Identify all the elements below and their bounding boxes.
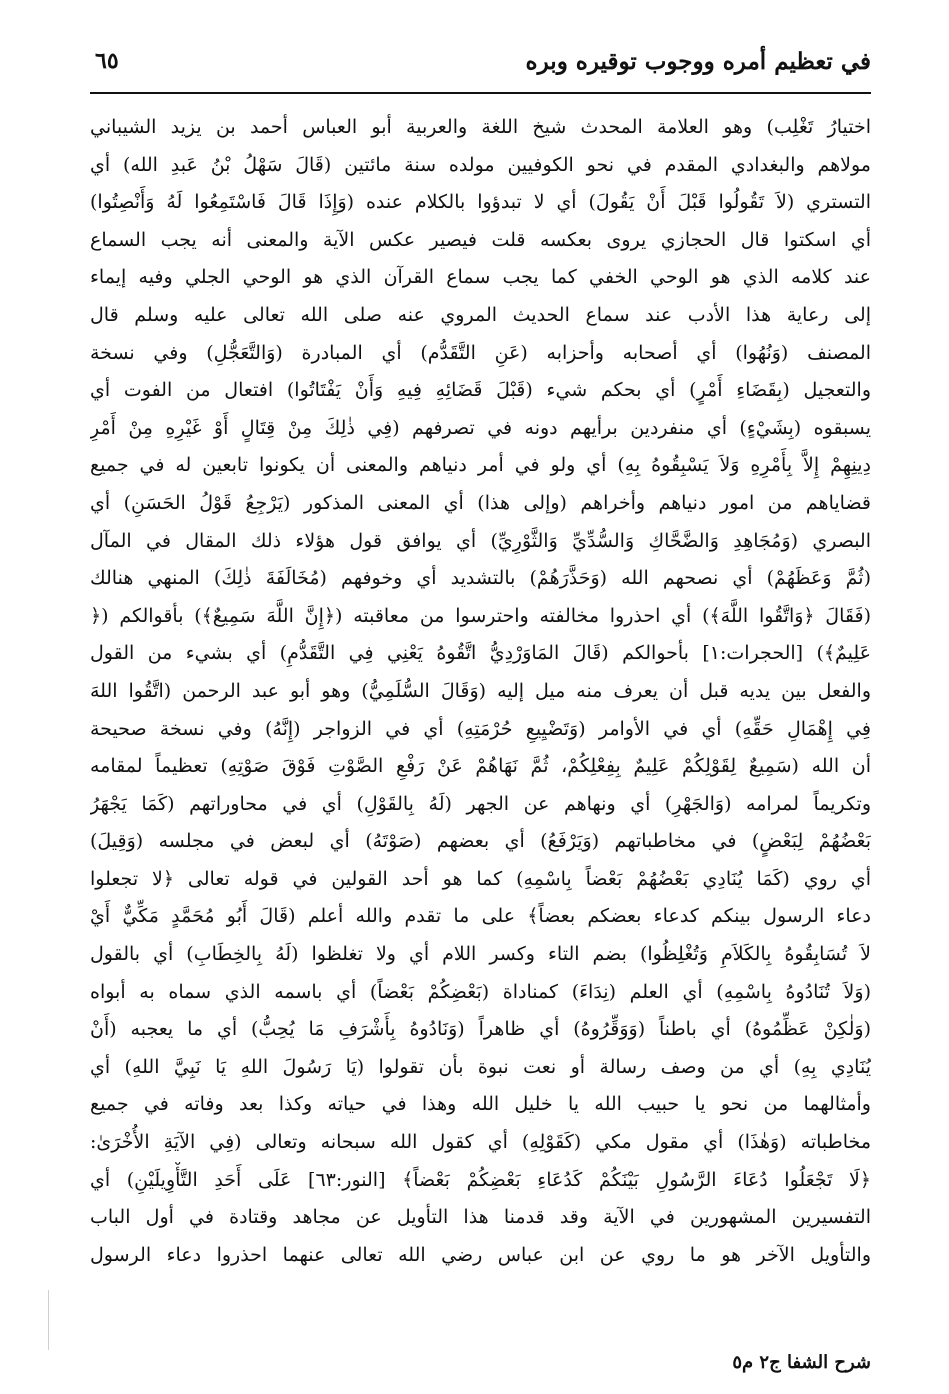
signature-footer: شرح الشفا ج٢ م٥ xyxy=(732,1352,871,1373)
text-line: وأمثالهما من نحو يا حبيب الله يا خليل الله وهذا في حياته وكذا بعد وفاته في جميع xyxy=(90,1093,871,1116)
header-divider xyxy=(90,92,871,94)
text-line: البصري (وَمُجَاهِدِ وَالضَّحَّاكِ وَالسُّدِّيِّ وَالثَّوْرِيِّ) أي يوافق قول هؤلاء ذلك المقال في المآل xyxy=(90,529,871,552)
text-line: بَعْضُهُمْ لِبَعْضٍ) في مخاطباتهم (وَيَرْفَعُ) أي بعضهم (صَوْتَهُ) أي لبعض في مجلسه (وَقِيلَ) xyxy=(90,830,871,853)
text-line: والفعل بين يديه قبل أن يعرف منه ميل إليه (وَقَالَ السُّلَمِيُّ) وهو أبو عبد الرحمن (اتَّقُوا اللهَ xyxy=(90,679,871,702)
text-line: عند كلامه الذي هو الوحي الخفي كما يجب سماع القرآن الذي هو الوحي الجلي وفيه إيماء xyxy=(90,266,871,289)
header-title: في تعظيم أمره ووجوب توقيره وبره xyxy=(525,47,871,75)
text-line: اختيارُ تَغْلِب) وهو العلامة المحدث شيخ اللغة والعربية أبو العباس أحمد بن يزيد الشيباني xyxy=(90,116,871,138)
page-number: ٦٥ xyxy=(95,48,119,74)
text-line: يُنَادِي بِهِ) أي من وصف رسالة أو نعت نبوة بأن تقولوا (يَا رَسُولَ اللهِ يَا نَبِيَّ اللهِ) أي xyxy=(90,1055,871,1078)
running-header xyxy=(95,40,871,82)
text-line: فِي إِهْمَالِ حَقِّهِ) أي في الأوامر (وَتَضْيِيعِ حُرْمَتِهِ) أي في الزواجر (إِنَّهُ) وفي نسخة صحيحة xyxy=(90,717,871,740)
text-line: مولاهم والبغدادي المقدم في نحو الكوفيين مولده سنة مائتين (قَالَ سَهْلُ بْنُ عَبدِ الله) أي xyxy=(90,153,871,176)
text-line: (ثُمَّ وَعَظَهُمْ) أي نصحهم الله (وَحَذَّرَهُمْ) بالتشديد أي وخوفهم (مُخَالَفَةَ ذٰلِكَ) المنهي هنالك xyxy=(90,567,871,590)
text-line: (فَقَالَ ﴿وَاتَّقُوا اللَّهَ﴾) أي احذروا مخالفته واحترسوا من معاقبته (﴿إِنَّ اللَّهَ سَمِيعٌ﴾) بأقوالكم (﴿ xyxy=(90,604,871,627)
text-line: التستري (لاَ تَقُولُوا قَبْلَ أَنْ يَقُولَ) أي لا تبدؤوا بالكلام عنده (وَإِذَا قَالَ فَاسْتَمِعُوا لَهُ وَأَنْصِتُوا) xyxy=(90,191,871,214)
text-line: أي روي (كَمَا يُنَادِي بَعْضُهُمْ بَعْضاً بِاسْمِهِ) كما هو أحد القولين في قوله تعالى ﴿لا تجعلوا xyxy=(90,867,871,890)
text-line: (وَلٰكِنْ عَظِّمُوهُ) أي باطناً (وَوَقِّرُوهُ) أي ظاهراً (وَنَادُوهُ بِأَشْرَفِ مَا يُحِبُّ) أي ما يعجبه (أَنْ xyxy=(90,1018,871,1041)
text-line: دِينِهِمْ إِلاَّ بِأَمْرِهِ وَلاَ يَسْبِقُوهُ بِهِ) أي ولو في أمر دنياهم والمعنى أن يكونوا تابعين له في جميع xyxy=(90,454,871,477)
page-edge-mark xyxy=(48,1290,57,1350)
text-line: وتكريماً لمرامه (وَالجَهْرِ) أي ونهاهم عن الجهر (لَهُ بِالقَوْلِ) أي في محاوراتهم (كَمَا يَجْهَرُ xyxy=(90,792,871,815)
text-line: أي اسكتوا قال الحجازي يروى بعكسه قلت فيصير عكس الآية والمعنى أنه يجب السماع xyxy=(90,228,871,251)
text-line: لاَ تُسَابِقُوهُ بِالكَلاَمِ وَتُغْلِظُوا) بضم التاء وكسر اللام أي ولا تغلظوا (لَهُ بِالخِطَابِ) أي بالقول xyxy=(90,943,871,966)
text-line: والتعجيل (بِقَضَاءِ أَمْرٍ) أي بحكم شيء (قَبْلَ قَضَائِهِ فِيهِ وَأَنْ يَفْتَاتُوا) افتعال من الفوت أي xyxy=(90,379,871,402)
text-line: عَلِيمٌ﴾) [الحجرات:١] بأحوالكم (قَالَ المَاوَرْدِيُّ اتَّقُوهُ يَعْنِي فِي التَّقَدُّمِ) أي بشيء من القول xyxy=(90,642,871,665)
text-line: أن الله (سَمِيعٌ لِقَوْلِكُمْ عَلِيمٌ بِفِعْلِكُمْ، ثُمَّ نَهَاهُمْ عَنْ رَفْعِ الصَّوْتِ فَوْقَ صَوْتِهِ) تعظيماً لمقامه xyxy=(90,755,871,778)
text-line: (وَلاَ تُنَادُوهُ بِاسْمِهِ) أي العلم (نِدَاءَ) كمناداة (بَعْضِكُمْ بَعْضاً) أي باسمه الذي سماه به أبواه xyxy=(90,980,871,1003)
main-text-block xyxy=(90,109,871,1274)
text-line: ﴿لَا تَجْعَلُوا دُعَاءَ الرَّسُولِ بَيْنَكُمْ كَدُعَاءِ بَعْضِكُمْ بَعْضاً﴾ [النور:٦٣] عَلَى أَحَدِ التَّأْوِيلَيْنِ) أي xyxy=(90,1168,871,1191)
text-line: المصنف (وَنُهُوا) أي أصحابه وأحزابه (عَنِ التَّقَدُّم) أي المبادرة (وَالتَّعَجُّلِ) وفي نسخة xyxy=(90,341,871,364)
text-line: مخاطباته (وَهٰذَا) أي مقول مكي (كَقَوْلِهِ) أي كقول الله سبحانه وتعالى (فِي الآيَةِ الأُخْرَىٰ: xyxy=(90,1131,871,1154)
text-line: قضاياهم من امور دنياهم وأخراهم (وإلى هذا) أي المعنى المذكور (يَرْجِعُ قَوْلُ الحَسَنِ) أي xyxy=(90,491,871,514)
text-line: والتأويل الآخر هو ما روي عن ابن عباس رضي الله تعالى عنهما احذروا دعاء الرسول xyxy=(90,1243,871,1266)
text-line: إلى رعاية هذا الأدب عند سماع الحديث المروي عنه صلى الله تعالى عليه وسلم قال xyxy=(90,303,871,326)
text-line: يسبقوه (بِشَيْءٍ) أي منفردين برأيهم دونه في تصرفهم (فِي ذٰلِكَ مِنْ قِتَالٍ أَوْ غَيْرِهِ مِنْ أَمْرِ xyxy=(90,416,871,439)
text-line: التفسيرين المشهورين في الآية وقد قدمنا هذا التأويل عن مجاهد وقتادة في أول الباب xyxy=(90,1206,871,1229)
text-line: دعاء الرسول بينكم كدعاء بعضكم بعضاً﴾ على ما تقدم والله أعلم (قَالَ أَبُو مُحَمَّدٍ مَكِّيٌّ أَيْ xyxy=(90,905,871,928)
